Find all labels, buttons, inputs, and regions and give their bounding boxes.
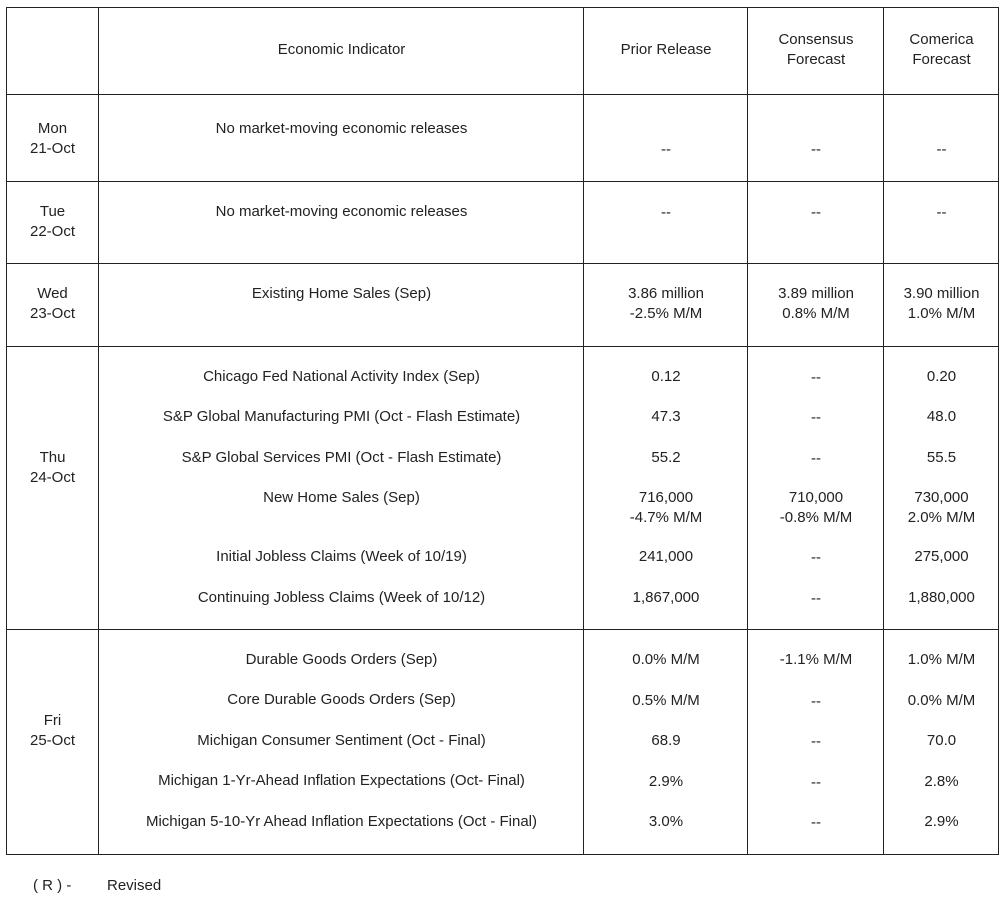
prior-value: 3.0% (648, 813, 684, 830)
comerica-value: 48.0 (926, 408, 957, 425)
consensus-value: -- (811, 204, 821, 221)
indicator-cell: No market-moving economic releases (215, 203, 468, 220)
column-divider (883, 7, 884, 855)
consensus-value: -- (811, 409, 821, 426)
indicator-cell: S&P Global Services PMI (Oct - Flash Estimate) (181, 449, 502, 466)
comerica-value: 70.0 (926, 732, 957, 749)
header-economic-indicator: Economic Indicator (277, 41, 406, 58)
prior-value: 0.12 (651, 368, 681, 385)
indicator-cell: Michigan 1-Yr-Ahead Inflation Expectations (Oct- Final) (158, 772, 525, 789)
prior-value: 68.9 (651, 732, 681, 749)
consensus-value: -1.1% M/M (779, 651, 853, 668)
table-border-right (998, 7, 999, 855)
row-divider (6, 181, 999, 182)
indicator-cell: No market-moving economic releases (215, 120, 468, 137)
indicator-cell: Continuing Jobless Claims (Week of 10/12) (197, 589, 486, 606)
table-border-bottom (6, 854, 999, 855)
prior-value: 1,867,000 (632, 589, 700, 606)
consensus-value: -- (811, 814, 821, 831)
comerica-value: 55.5 (926, 449, 957, 466)
row-divider (6, 629, 999, 630)
consensus-value: -- (811, 141, 821, 158)
indicator-cell: Core Durable Goods Orders (Sep) (227, 691, 456, 708)
comerica-value: 0.0% M/M (907, 692, 976, 709)
column-divider (747, 7, 748, 855)
comerica-value: 1,880,000 (908, 589, 975, 606)
header-consensus-forecast: Consensus Forecast (778, 31, 854, 68)
row-divider (6, 346, 999, 347)
prior-value: 241,000 (638, 548, 694, 565)
prior-value: -- (661, 141, 671, 158)
day-label-mon: Mon 21-Oct (29, 120, 75, 157)
consensus-value: -- (811, 693, 821, 710)
prior-value: -- (661, 204, 671, 221)
prior-value: 3.86 million -2.5% M/M (628, 285, 704, 322)
indicator-cell: Initial Jobless Claims (Week of 10/19) (216, 548, 467, 565)
indicator-cell: Michigan 5-10-Yr Ahead Inflation Expectations (Oct - Final) (145, 813, 538, 830)
prior-value: 716,000 -4.7% M/M (629, 489, 703, 526)
comerica-value: 0.20 (926, 368, 957, 385)
prior-value: 0.0% M/M (632, 651, 700, 668)
day-label-tue: Tue 22-Oct (29, 203, 75, 240)
comerica-value: 2.9% (924, 813, 959, 830)
day-label-fri: Fri 25-Oct (29, 712, 75, 749)
indicator-cell: S&P Global Manufacturing PMI (Oct - Flash Estimate) (162, 408, 521, 425)
comerica-value: 2.8% (924, 773, 959, 790)
prior-value: 47.3 (651, 408, 681, 425)
consensus-value: -- (811, 733, 821, 750)
legend-meaning: Revised (107, 877, 162, 894)
indicator-cell: Durable Goods Orders (Sep) (245, 651, 438, 668)
indicator-cell: Chicago Fed National Activity Index (Sep) (203, 368, 480, 385)
consensus-value: 710,000 -0.8% M/M (779, 489, 853, 526)
consensus-value: -- (811, 450, 821, 467)
consensus-value: -- (811, 549, 821, 566)
consensus-value: -- (811, 369, 821, 386)
row-divider (6, 263, 999, 264)
row-divider (6, 94, 999, 95)
consensus-value: -- (811, 590, 821, 607)
day-label-thu: Thu 24-Oct (29, 449, 75, 486)
indicator-cell: New Home Sales (Sep) (263, 489, 420, 506)
day-label-wed: Wed 23-Oct (29, 285, 75, 322)
consensus-value: 3.89 million 0.8% M/M (778, 285, 854, 322)
prior-value: 2.9% (648, 773, 684, 790)
economic-calendar-table (6, 7, 999, 855)
consensus-value: -- (811, 774, 821, 791)
comerica-value: -- (936, 141, 947, 158)
comerica-value: 3.90 million 1.0% M/M (903, 285, 980, 322)
indicator-cell: Existing Home Sales (Sep) (251, 285, 432, 302)
header-comerica-forecast: Comerica Forecast (909, 31, 974, 68)
prior-value: 0.5% M/M (632, 692, 700, 709)
comerica-value: 730,000 2.0% M/M (907, 489, 976, 526)
table-border-top (6, 7, 999, 8)
prior-value: 55.2 (651, 449, 681, 466)
comerica-value: -- (936, 204, 947, 221)
indicator-cell: Michigan Consumer Sentiment (Oct - Final) (197, 732, 486, 749)
header-prior-release: Prior Release (620, 41, 712, 58)
comerica-value: 275,000 (914, 548, 969, 565)
legend-symbol: ( R ) - (33, 877, 72, 894)
comerica-value: 1.0% M/M (907, 651, 976, 668)
